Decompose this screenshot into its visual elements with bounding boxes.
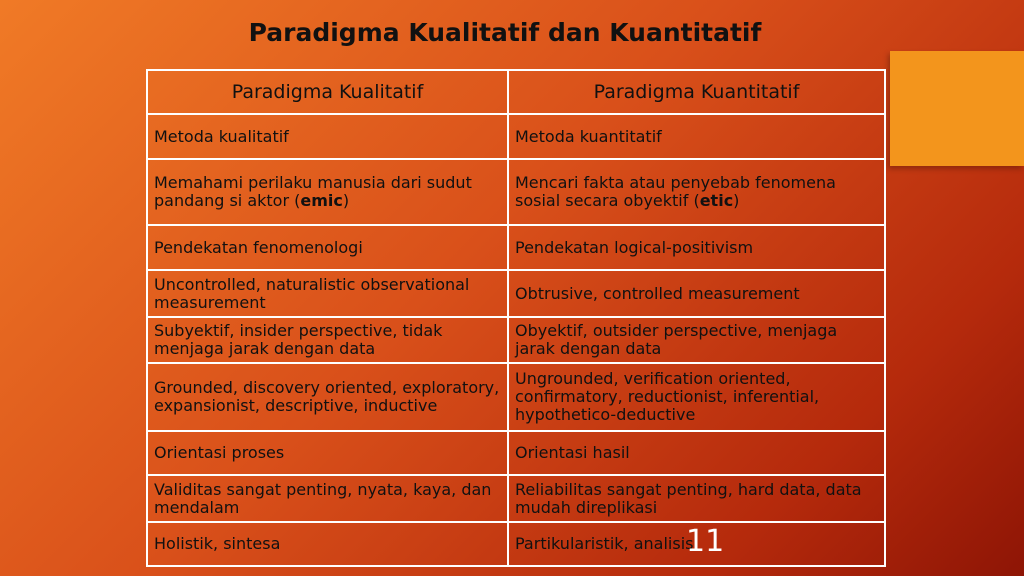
table-row [147, 431, 885, 475]
comparison-table [146, 69, 886, 567]
cell-text: ) [733, 191, 740, 210]
cell-right: Metoda kuantitatif [508, 114, 885, 159]
cell-right: Ungrounded, verification oriented, confirmatory, reductionist, inferential, hypothetico-deductive [508, 363, 885, 431]
cell-right: Reliabilitas sangat penting, hard data, data mudah direplikasi [508, 475, 885, 522]
cell-right [508, 159, 885, 225]
cell-left: Pendekatan fenomenologi [147, 225, 508, 270]
table-header-row [147, 70, 885, 114]
cell-right: Obtrusive, controlled measurement [508, 270, 885, 317]
cell-bold-term: etic [699, 191, 734, 210]
cell-right: Pendekatan logical-positivism [508, 225, 885, 270]
table-row [147, 225, 885, 270]
cell-bold-term: emic [300, 191, 343, 210]
cell-left: Orientasi proses [147, 431, 508, 475]
table-row [147, 475, 885, 522]
header-kualitatif: Paradigma Kualitatif [147, 70, 508, 114]
cell-right: Obyektif, outsider perspective, menjaga jarak dengan data [508, 317, 885, 363]
table-row [147, 317, 885, 363]
cell-right: Orientasi hasil [508, 431, 885, 475]
cell-left: Subyektif, insider perspective, tidak menjaga jarak dengan data [147, 317, 508, 363]
table-row [147, 522, 885, 566]
decorative-box [890, 51, 1024, 166]
cell-left: Grounded, discovery oriented, exploratory, expansionist, descriptive, inductive [147, 363, 508, 431]
cell-text: ) [342, 191, 350, 210]
cell-text: Mencari fakta atau penyebab fenomena sosial secara obyektif ( [515, 173, 836, 210]
header-kuantitatif: Paradigma Kuantitatif [508, 70, 885, 114]
table-row [147, 363, 885, 431]
table-row [147, 159, 885, 225]
cell-left: Metoda kualitatif [147, 114, 508, 159]
cell-right: Partikularistik, analisis [508, 522, 885, 566]
slide-title: Paradigma Kualitatif dan Kuantitatif [248, 18, 762, 47]
cell-left: Uncontrolled, naturalistic observational measurement [147, 270, 508, 317]
table-row [147, 114, 885, 159]
page-number: 11 [686, 524, 725, 559]
cell-left: Holistik, sintesa [147, 522, 508, 566]
cell-text: Memahami perilaku manusia dari sudut pandang si aktor ( [154, 173, 472, 210]
cell-left [147, 159, 508, 225]
table-row [147, 270, 885, 317]
cell-left: Validitas sangat penting, nyata, kaya, dan mendalam [147, 475, 508, 522]
